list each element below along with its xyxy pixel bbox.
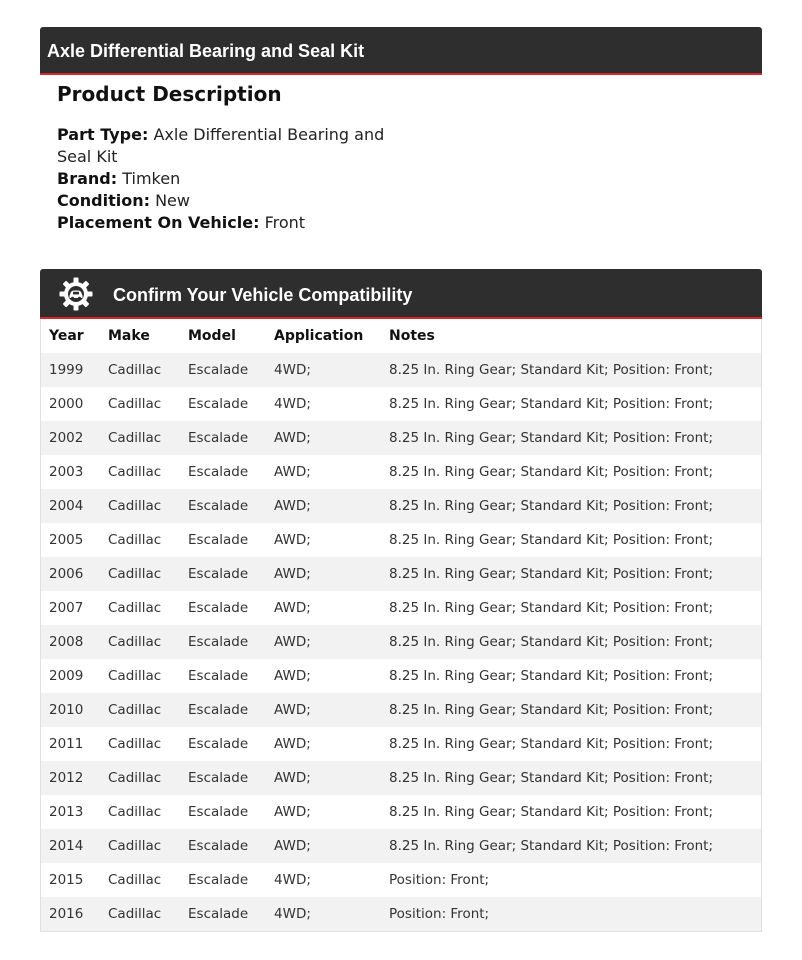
cell-application: 4WD; [274, 396, 311, 412]
cell-model: Escalade [188, 804, 249, 820]
cell-year: 2007 [49, 600, 84, 616]
cell-year: 2016 [49, 906, 84, 922]
cell-application: AWD; [274, 532, 311, 548]
table-row [41, 387, 762, 421]
compatibility-title: Confirm Your Vehicle Compatibility [113, 285, 413, 305]
gear-car-icon [58, 276, 94, 312]
cell-model: Escalade [188, 838, 249, 854]
cell-make: Cadillac [108, 498, 162, 514]
cell-model: Escalade [188, 430, 249, 446]
cell-make: Cadillac [108, 464, 162, 480]
product-description [57, 80, 387, 234]
cell-year: 2014 [49, 838, 84, 854]
cell-make: Cadillac [108, 736, 162, 752]
table-row [41, 353, 762, 387]
cell-year: 2012 [49, 770, 84, 786]
table-row [41, 693, 762, 727]
spec-condition [57, 190, 387, 212]
cell-notes: Position: Front; [389, 906, 490, 922]
cell-model: Escalade [188, 736, 249, 752]
cell-notes: 8.25 In. Ring Gear; Standard Kit; Position: Front; [389, 770, 713, 786]
cell-year: 2000 [49, 396, 84, 412]
cell-application: AWD; [274, 702, 311, 718]
cell-notes: 8.25 In. Ring Gear; Standard Kit; Position: Front; [389, 702, 713, 718]
spec-label: Condition: [57, 191, 150, 210]
cell-model: Escalade [188, 566, 249, 582]
cell-notes: 8.25 In. Ring Gear; Standard Kit; Position: Front; [389, 838, 713, 854]
description-heading: Product Description [57, 82, 282, 106]
column-model: Model [180, 319, 266, 353]
cell-application: 4WD; [274, 872, 311, 888]
table-row [41, 659, 762, 693]
cell-model: Escalade [188, 702, 249, 718]
cell-application: AWD; [274, 804, 311, 820]
column-application: Application [266, 319, 381, 353]
cell-notes: 8.25 In. Ring Gear; Standard Kit; Position: Front; [389, 532, 713, 548]
cell-make: Cadillac [108, 702, 162, 718]
table-row [41, 795, 762, 829]
cell-model: Escalade [188, 362, 249, 378]
cell-notes: 8.25 In. Ring Gear; Standard Kit; Position: Front; [389, 396, 713, 412]
cell-notes: 8.25 In. Ring Gear; Standard Kit; Position: Front; [389, 634, 713, 650]
cell-make: Cadillac [108, 770, 162, 786]
cell-notes: 8.25 In. Ring Gear; Standard Kit; Position: Front; [389, 566, 713, 582]
cell-notes: 8.25 In. Ring Gear; Standard Kit; Position: Front; [389, 464, 713, 480]
cell-application: AWD; [274, 736, 311, 752]
cell-model: Escalade [188, 872, 249, 888]
cell-application: AWD; [274, 838, 311, 854]
cell-notes: 8.25 In. Ring Gear; Standard Kit; Position: Front; [389, 362, 713, 378]
cell-notes: 8.25 In. Ring Gear; Standard Kit; Position: Front; [389, 736, 713, 752]
table-row [41, 523, 762, 557]
table-row [41, 897, 762, 932]
spec-value: Timken [122, 169, 181, 188]
cell-make: Cadillac [108, 566, 162, 582]
cell-model: Escalade [188, 668, 249, 684]
table-row [41, 863, 762, 897]
cell-application: AWD; [274, 668, 311, 684]
spec-label: Placement On Vehicle: [57, 213, 260, 232]
table-row [41, 625, 762, 659]
cell-year: 2009 [49, 668, 84, 684]
column-year: Year [41, 319, 101, 353]
cell-application: 4WD; [274, 362, 311, 378]
table-row [41, 455, 762, 489]
cell-year: 2004 [49, 498, 84, 514]
cell-year: 2013 [49, 804, 84, 820]
cell-model: Escalade [188, 532, 249, 548]
title-banner [40, 27, 762, 75]
cell-make: Cadillac [108, 430, 162, 446]
cell-make: Cadillac [108, 906, 162, 922]
spec-part-type [57, 124, 387, 168]
cell-year: 2006 [49, 566, 84, 582]
spec-value: Axle Differential Bearing and Seal Kit [57, 125, 385, 166]
cell-notes: 8.25 In. Ring Gear; Standard Kit; Position: Front; [389, 430, 713, 446]
cell-make: Cadillac [108, 532, 162, 548]
cell-application: AWD; [274, 498, 311, 514]
spec-placement [57, 212, 387, 234]
spec-brand [57, 168, 387, 190]
column-make: Make [100, 319, 180, 353]
cell-model: Escalade [188, 396, 249, 412]
cell-year: 2002 [49, 430, 84, 446]
cell-year: 2011 [49, 736, 84, 752]
cell-model: Escalade [188, 464, 249, 480]
cell-application: 4WD; [274, 906, 311, 922]
table-row [41, 489, 762, 523]
table-row [41, 829, 762, 863]
table-body [41, 353, 762, 932]
spec-value: Front [264, 213, 306, 232]
cell-year: 2010 [49, 702, 84, 718]
cell-notes: 8.25 In. Ring Gear; Standard Kit; Position: Front; [389, 804, 713, 820]
cell-make: Cadillac [108, 600, 162, 616]
cell-application: AWD; [274, 430, 311, 446]
cell-make: Cadillac [108, 634, 162, 650]
cell-make: Cadillac [108, 668, 162, 684]
cell-model: Escalade [188, 498, 249, 514]
cell-application: AWD; [274, 634, 311, 650]
cell-model: Escalade [188, 770, 249, 786]
cell-application: AWD; [274, 600, 311, 616]
cell-notes: Position: Front; [389, 872, 490, 888]
cell-notes: 8.25 In. Ring Gear; Standard Kit; Position: Front; [389, 668, 713, 684]
cell-application: AWD; [274, 566, 311, 582]
cell-make: Cadillac [108, 838, 162, 854]
compatibility-banner [40, 269, 762, 319]
column-notes: Notes [381, 319, 762, 353]
table-row [41, 557, 762, 591]
cell-notes: 8.25 In. Ring Gear; Standard Kit; Position: Front; [389, 600, 713, 616]
spec-label: Brand: [57, 169, 118, 188]
vehicle-compatibility-table [40, 319, 762, 932]
cell-model: Escalade [188, 634, 249, 650]
cell-model: Escalade [188, 600, 249, 616]
cell-application: AWD; [274, 464, 311, 480]
spec-list [57, 124, 387, 234]
cell-application: AWD; [274, 770, 311, 786]
spec-value: New [155, 191, 190, 210]
cell-year: 2005 [49, 532, 84, 548]
cell-year: 1999 [49, 362, 84, 378]
spec-label: Part Type: [57, 125, 149, 144]
cell-make: Cadillac [108, 396, 162, 412]
cell-notes: 8.25 In. Ring Gear; Standard Kit; Position: Front; [389, 498, 713, 514]
cell-year: 2015 [49, 872, 84, 888]
cell-year: 2003 [49, 464, 84, 480]
cell-model: Escalade [188, 906, 249, 922]
table-row [41, 421, 762, 455]
cell-make: Cadillac [108, 872, 162, 888]
cell-year: 2008 [49, 634, 84, 650]
cell-make: Cadillac [108, 804, 162, 820]
product-title: Axle Differential Bearing and Seal Kit [47, 41, 365, 61]
table-row [41, 761, 762, 795]
table-row [41, 727, 762, 761]
cell-make: Cadillac [108, 362, 162, 378]
table-row [41, 591, 762, 625]
table-header-row [41, 319, 762, 353]
